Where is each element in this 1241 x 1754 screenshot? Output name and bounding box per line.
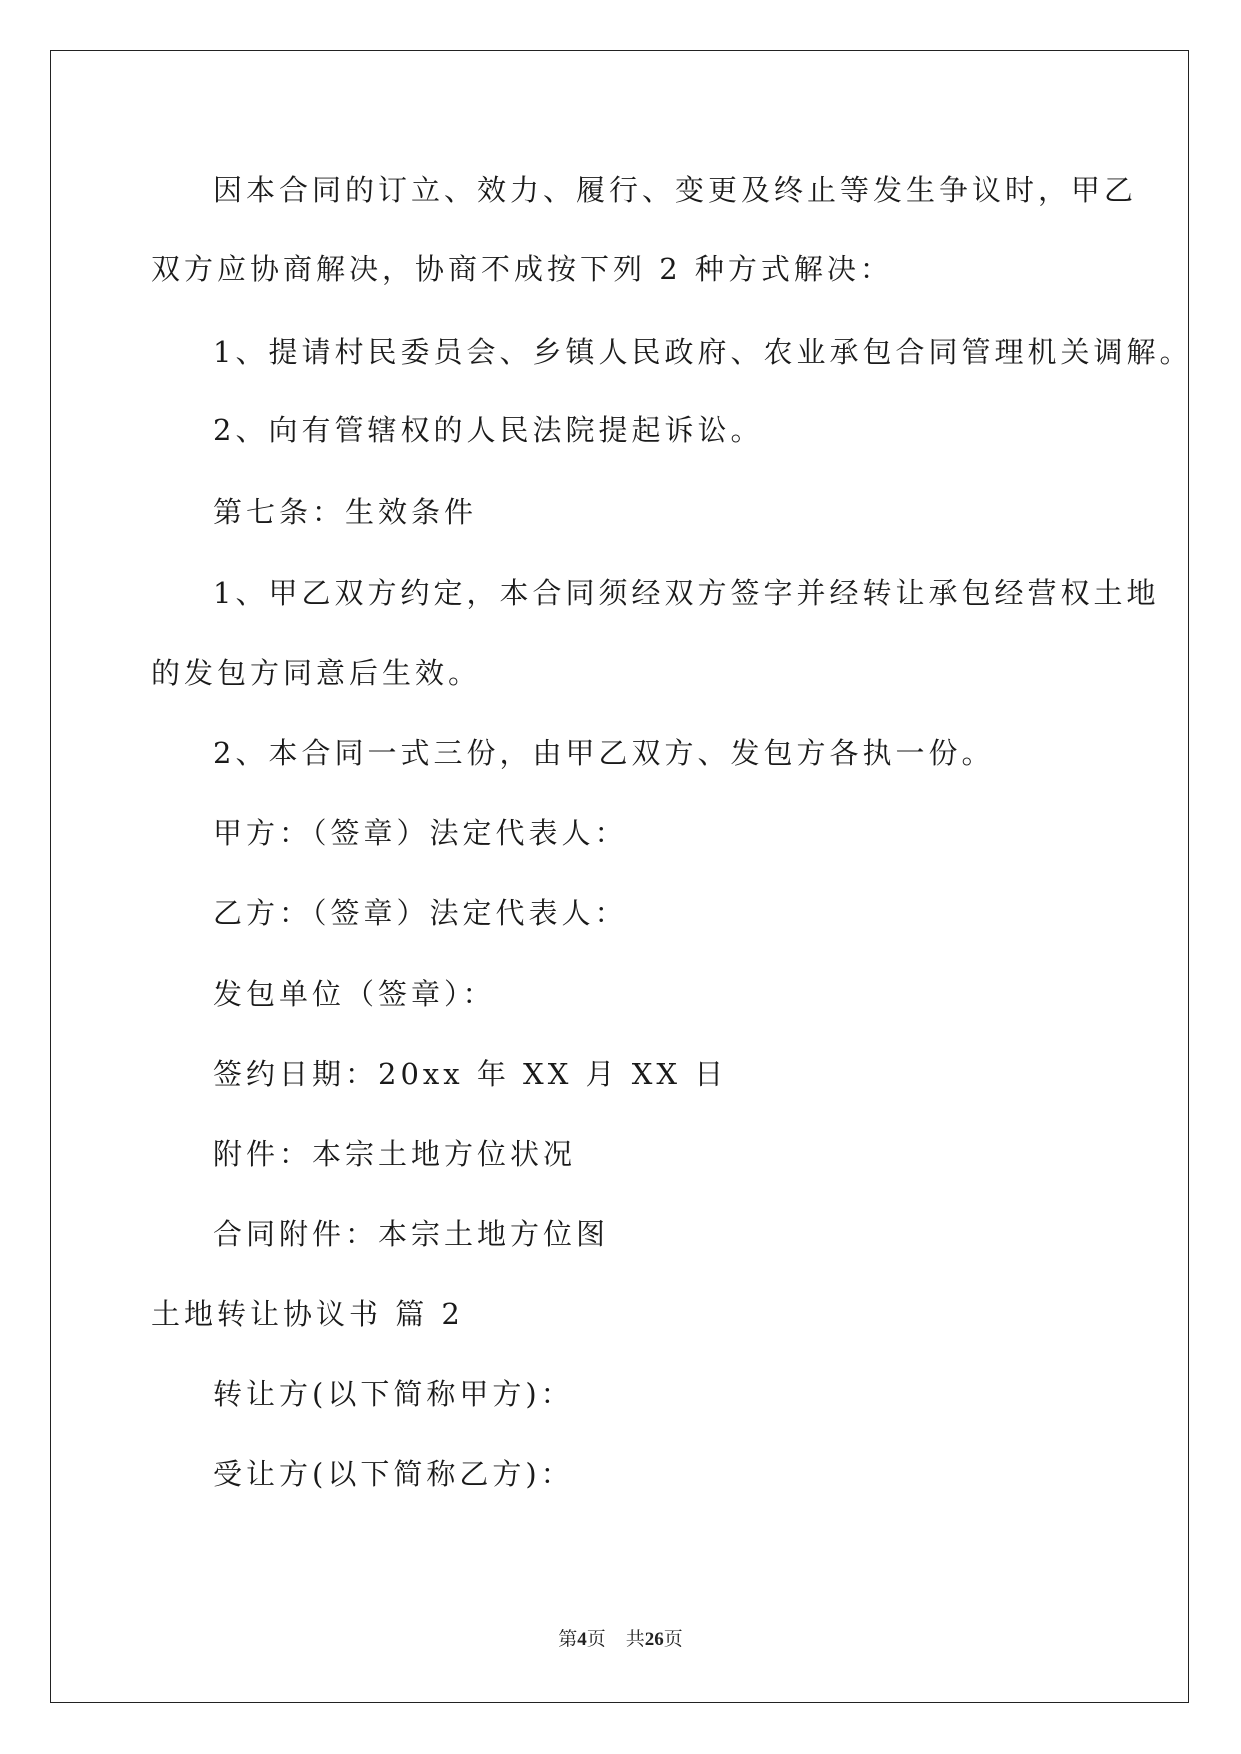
section-title-article-2: 土地转让协议书 篇 2 (151, 1297, 464, 1331)
list-item-mediation: 1、提请村民委员会、乡镇人民政府、农业承包合同管理机关调解。 (213, 335, 1193, 369)
list-item-effect-condition-cont: 的发包方同意后生效。 (151, 656, 482, 690)
signature-contracting-unit: 发包单位（签章）： (213, 977, 496, 1011)
transferor-line: 转让方(以下简称甲方)： (213, 1377, 574, 1411)
list-item-copies: 2、本合同一式三份，由甲乙双方、发包方各执一份。 (213, 736, 995, 770)
page-number: 4 (577, 1629, 587, 1650)
total-prefix: 共 (625, 1629, 645, 1650)
attachment-status: 附件：本宗土地方位状况 (213, 1137, 577, 1171)
signature-party-a: 甲方：（签章）法定代表人： (213, 816, 628, 850)
list-item-effect-condition: 1、甲乙双方约定，本合同须经双方签字并经转让承包经营权土地 (213, 576, 1160, 610)
page-footer (0, 1628, 1241, 1652)
paragraph-dispute-clause-cont: 双方应协商解决，协商不成按下列 2 种方式解决： (151, 252, 893, 286)
attachment-map: 合同附件：本宗土地方位图 (213, 1217, 610, 1251)
total-suffix: 页 (663, 1629, 683, 1650)
paragraph-dispute-clause: 因本合同的订立、效力、履行、变更及终止等发生争议时，甲乙 (213, 173, 1138, 207)
page-suffix: 页 (586, 1629, 606, 1650)
signing-date: 签约日期：20xx 年 XX 月 XX 日 (213, 1057, 728, 1091)
page-prefix: 第 (558, 1629, 578, 1650)
total-pages: 26 (644, 1629, 664, 1650)
transferee-line: 受让方(以下简称乙方)： (213, 1457, 574, 1491)
signature-party-b: 乙方：（签章）法定代表人： (213, 896, 628, 930)
article-seven-heading: 第七条：生效条件 (213, 495, 478, 529)
list-item-litigation: 2、向有管辖权的人民法院提起诉讼。 (213, 413, 764, 447)
